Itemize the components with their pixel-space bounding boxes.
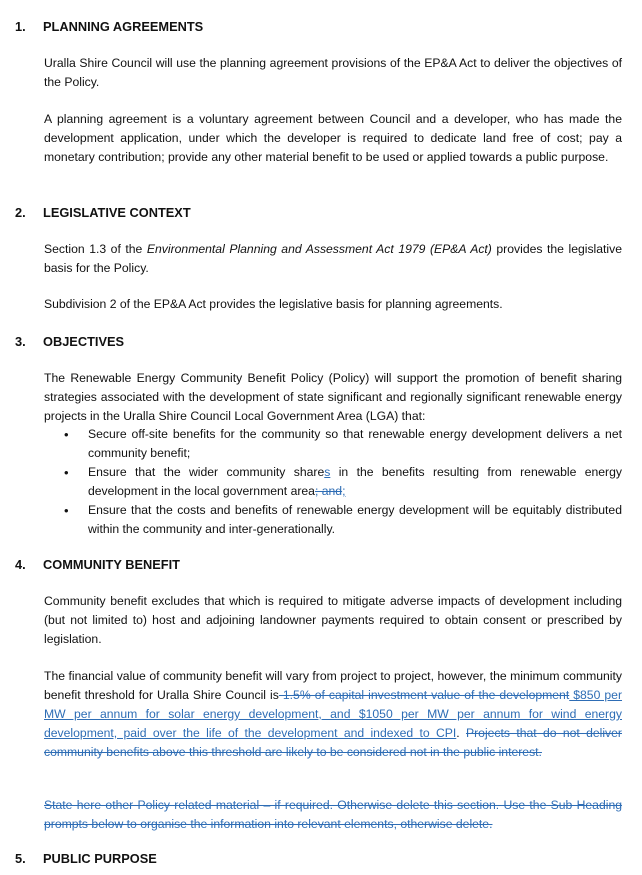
section-title: PUBLIC PURPOSE [43,851,157,866]
s4-paragraph-3 [44,796,622,834]
section-heading-5 [15,849,157,868]
tracked-insertion: s [324,465,331,479]
bullet-icon: • [64,465,69,480]
section-number: 5. [15,851,26,866]
section-number: 4. [15,557,26,572]
tracked-deletion: ; and [314,484,343,498]
s4-paragraph-2 [44,667,622,762]
text-run: Section 1.3 of the [44,242,147,256]
section-number: 1. [15,19,26,34]
section-number: 2. [15,205,26,220]
section-heading-4 [15,555,180,574]
act-title: Environmental Planning and Assessment Act 1979 (EP&A Act) [146,242,492,256]
text-run: The financial value of community benefit will vary from project to project, however, the minimum community benefit threshold for Uralla Shire Council is [44,669,622,702]
text-run: in the benefits resulting from renewable energy development in the local government area [88,465,622,498]
section-title: PLANNING AGREEMENTS [43,19,204,34]
text-run: provides the legislative basis for the Policy. [44,242,623,275]
bullet-text: Ensure that the costs and benefits of renewable energy development will be equitably distributed within the community and inter-generationally. [88,503,622,536]
section-heading-2 [15,203,191,222]
tracked-deletion: State here other Policy related material – if required. Otherwise delete this section. Use the Sub Heading prompts below to organise the information into relevant elements, otherwise delete. [44,798,622,831]
s1-paragraph-2: A planning agreement is a voluntary agreement between Council and a developer, who has made the development application, under which the developer is required to dedicate land free of cost; pay a monetary contribution; provide any other material benefit to be used or applied towards a public purpose. [44,112,622,164]
section-heading-3 [15,332,124,351]
bullet-text: Secure off-site benefits for the community so that renewable energy development delivers a net community benefit; [88,427,622,460]
bullet-icon: • [64,427,69,442]
text-run: . [456,726,466,740]
bullet-text [88,463,622,501]
tracked-deletion: 1.5% of capital investment value of the development [278,688,570,702]
section-title: OBJECTIVES [43,334,125,349]
section-heading-1 [15,17,203,36]
s4-paragraph-1: Community benefit excludes that which is required to mitigate adverse impacts of development including (but not limited to) host and adjoining landowner payments required to obtain consent or prescribed by legislation. [44,594,622,646]
tracked-deletion: Projects that do not deliver community benefits above this threshold are likely to be considered not in the public interest. [44,726,622,759]
tracked-insertion: ; [342,484,346,498]
s2-paragraph-2: Subdivision 2 of the EP&A Act provides the legislative basis for planning agreements. [44,297,503,311]
s3-intro: The Renewable Energy Community Benefit Policy (Policy) will support the promotion of benefit sharing strategies associated with the development of state significant and regionally significant renewable energy projects in the Uralla Shire Council Local Government Area (LGA) that: [44,371,622,423]
tracked-insertion: $850 per MW per annum for solar energy development, and $1050 per MW per annum for wind energy development, paid over the life of the development and indexed to CPI [44,688,623,740]
s1-paragraph-1: Uralla Shire Council will use the planning agreement provisions of the EP&A Act to deliver the objectives of the Policy. [44,56,622,89]
bullet-icon: • [64,503,69,518]
section-title: LEGISLATIVE CONTEXT [43,205,191,220]
section-title: COMMUNITY BENEFIT [43,557,180,572]
section-number: 3. [15,334,26,349]
s2-paragraph-1 [44,240,622,278]
text-run: Ensure that the wider community share [88,465,325,479]
